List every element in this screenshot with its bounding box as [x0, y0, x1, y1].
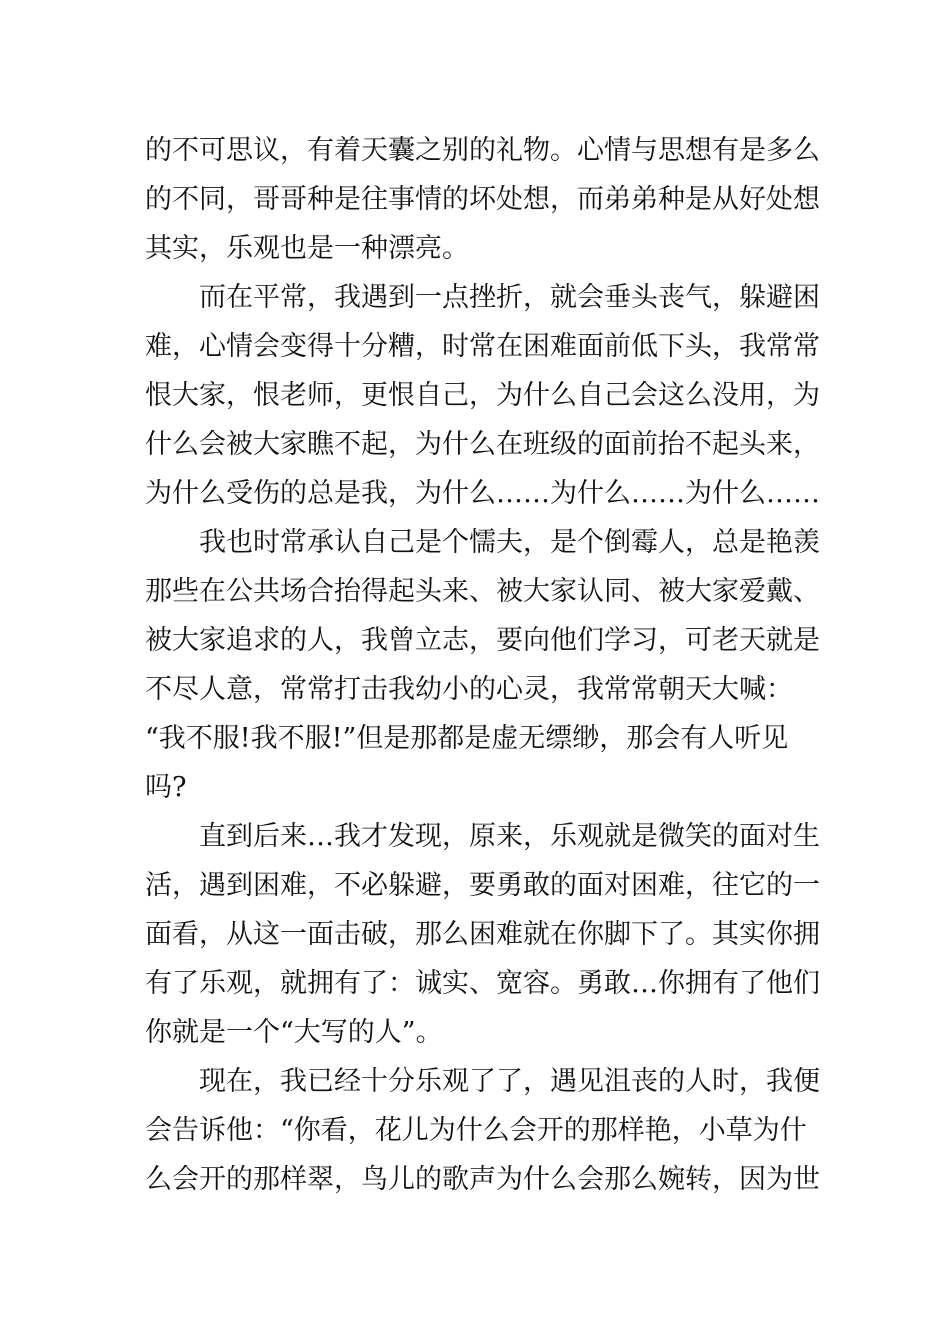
text-line: 为什么受伤的总是我，为什么……为什么……为什么……: [145, 478, 820, 509]
text-line: 么会开的那样翠，鸟儿的歌声为什么会那么婉转，因为世: [145, 1164, 820, 1195]
text-line: 面看，从这一面击破，那么困难就在你脚下了。其实你拥: [145, 919, 820, 950]
text-line: 恨大家，恨老师，更恨自己，为什么自己会这么没用，为: [145, 380, 820, 411]
text-line: 的不可思议，有着天囊之别的礼物。心情与思想有是多么: [145, 135, 820, 166]
paragraph-start-line: 而在平常，我遇到一点挫折，就会垂头丧气，躲避困: [199, 282, 820, 313]
text-line: 有了乐观，就拥有了：诚实、宽容。勇敢…你拥有了他们: [145, 968, 820, 999]
body-text: [145, 126, 820, 1204]
paragraph-start-line: 直到后来…我才发现，原来，乐观就是微笑的面对生: [199, 821, 820, 852]
paragraph-start-line: 我也时常承认自己是个懦夫，是个倒霉人，总是艳羡: [199, 527, 820, 558]
text-line: 吗?: [145, 772, 187, 803]
text-line: 不尽人意，常常打击我幼小的心灵，我常常朝天大喊：: [145, 674, 793, 705]
text-line: 你就是一个“大写的人”。: [145, 1017, 443, 1048]
paragraph-start-line: 现在，我已经十分乐观了了，遇见沮丧的人时，我便: [199, 1066, 820, 1097]
text-line: 被大家追求的人，我曾立志，要向他们学习，可老天就是: [145, 625, 820, 656]
text-line: 那些在公共场合抬得起头来、被大家认同、被大家爱戴、: [145, 576, 820, 607]
text-line: 会告诉他：“你看，花儿为什么会开的那样艳，小草为什: [145, 1115, 807, 1146]
text-line: 什么会被大家瞧不起，为什么在班级的面前抬不起头来，: [145, 429, 820, 460]
text-line: 难，心情会变得十分糟，时常在困难面前低下头，我常常: [145, 331, 820, 362]
text-line: “我不服!我不服!”但是那都是虚无缥缈，那会有人听见: [145, 723, 789, 754]
text-line: 的不同，哥哥种是往事情的坏处想，而弟弟种是从好处想: [145, 184, 820, 215]
text-line: 活，遇到困难，不必躲避，要勇敢的面对困难，往它的一: [145, 870, 820, 901]
text-line: 其实，乐观也是一种漂亮。: [145, 233, 469, 264]
